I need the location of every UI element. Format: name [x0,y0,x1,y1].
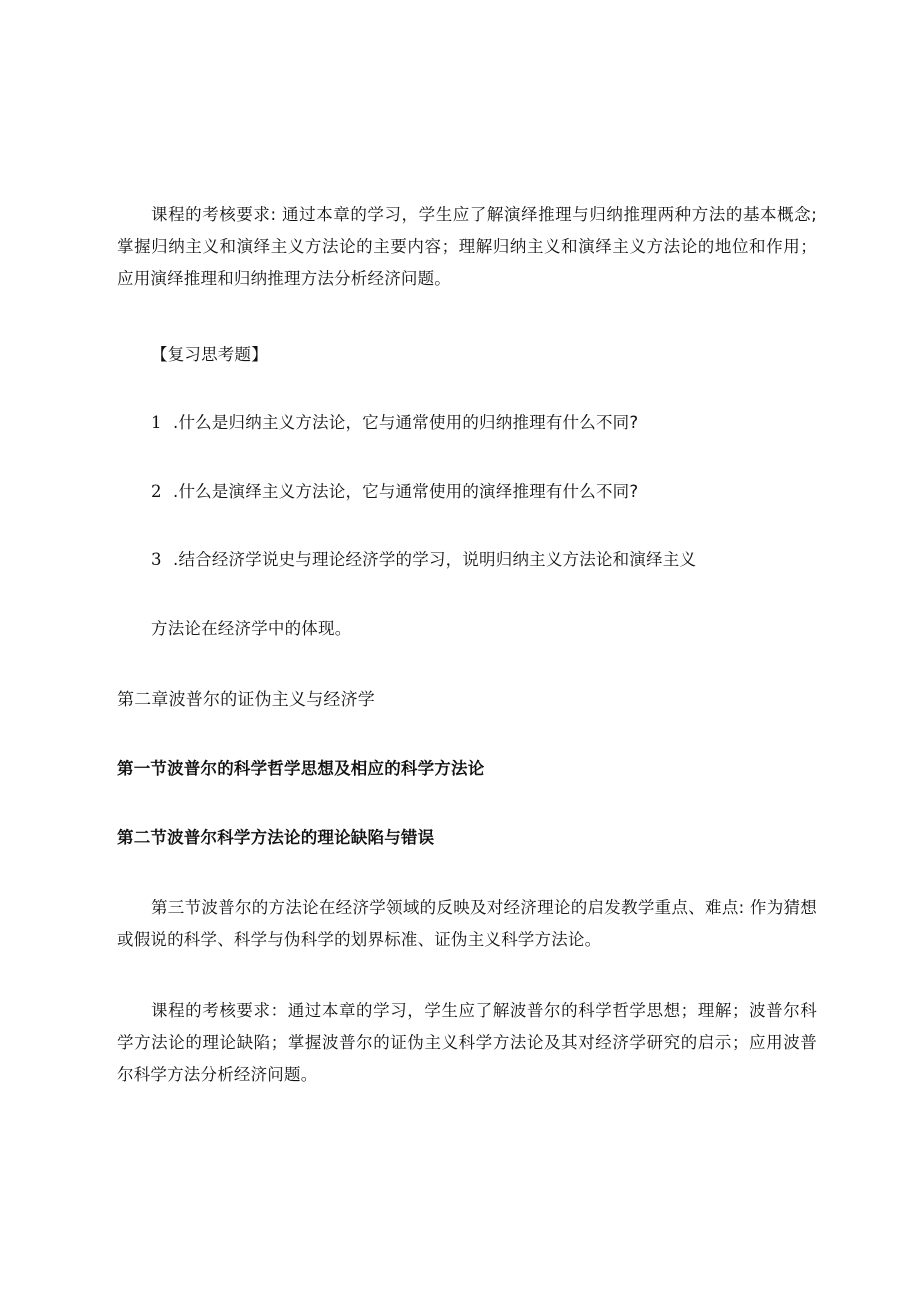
question-text: .什么是演绎主义方法论，它与通常使用的演绎推理有什么不同? [173,482,639,501]
question-text: .什么是归纳主义方法论，它与通常使用的归纳推理有什么不同? [173,413,639,432]
question-number: 2 [151,482,162,501]
review-question-3 [151,544,817,576]
chapter2-section3-paragraph: 第三节波普尔的方法论在经济学领域的反映及对经济理论的启发教学重点、难点: 作为猜想或假说的科学、科学与伪科学的划界标准、证伪主义科学方法论。 [117,898,817,949]
review-question-1 [151,407,817,439]
review-questions-heading: 【复习思考题】 [151,345,268,364]
chapter2-section2-heading: 第二节波普尔科学方法论的理论缺陷与错误 [117,828,435,847]
chapter2-section1-heading: 第一节波普尔的科学哲学思想及相应的科学方法论 [117,759,485,778]
review-question-3-continuation: 方法论在经济学中的体现。 [151,619,352,638]
chapter1-assessment-paragraph: 课程的考核要求: 通过本章的学习，学生应了解演绎推理与归纳推理两种方法的基本概念; 掌握归纳主义和演绎主义方法论的主要内容；理解归纳主义和演绎主义方法论的地位和作用；应用演绎推理和归纳推理方法分析经济问题。 [117,205,817,288]
chapter2-title: 第二章波普尔的证伪主义与经济学 [117,690,375,710]
chapter2-assessment-paragraph: 课程的考核要求：通过本章的学习，学生应了解波普尔的科学哲学思想；理解；波普尔科学方法论的理论缺陷；掌握波普尔的证伪主义科学方法论及其对经济学研究的启示；应用波普尔科学方法分析经济问题。 [117,1001,817,1084]
question-text: .结合经济学说史与理论经济学的学习，说明归纳主义方法论和演绎主义 [173,550,697,569]
review-question-2 [151,476,817,508]
question-number: 3 [151,550,162,569]
question-number: 1 [151,413,162,432]
